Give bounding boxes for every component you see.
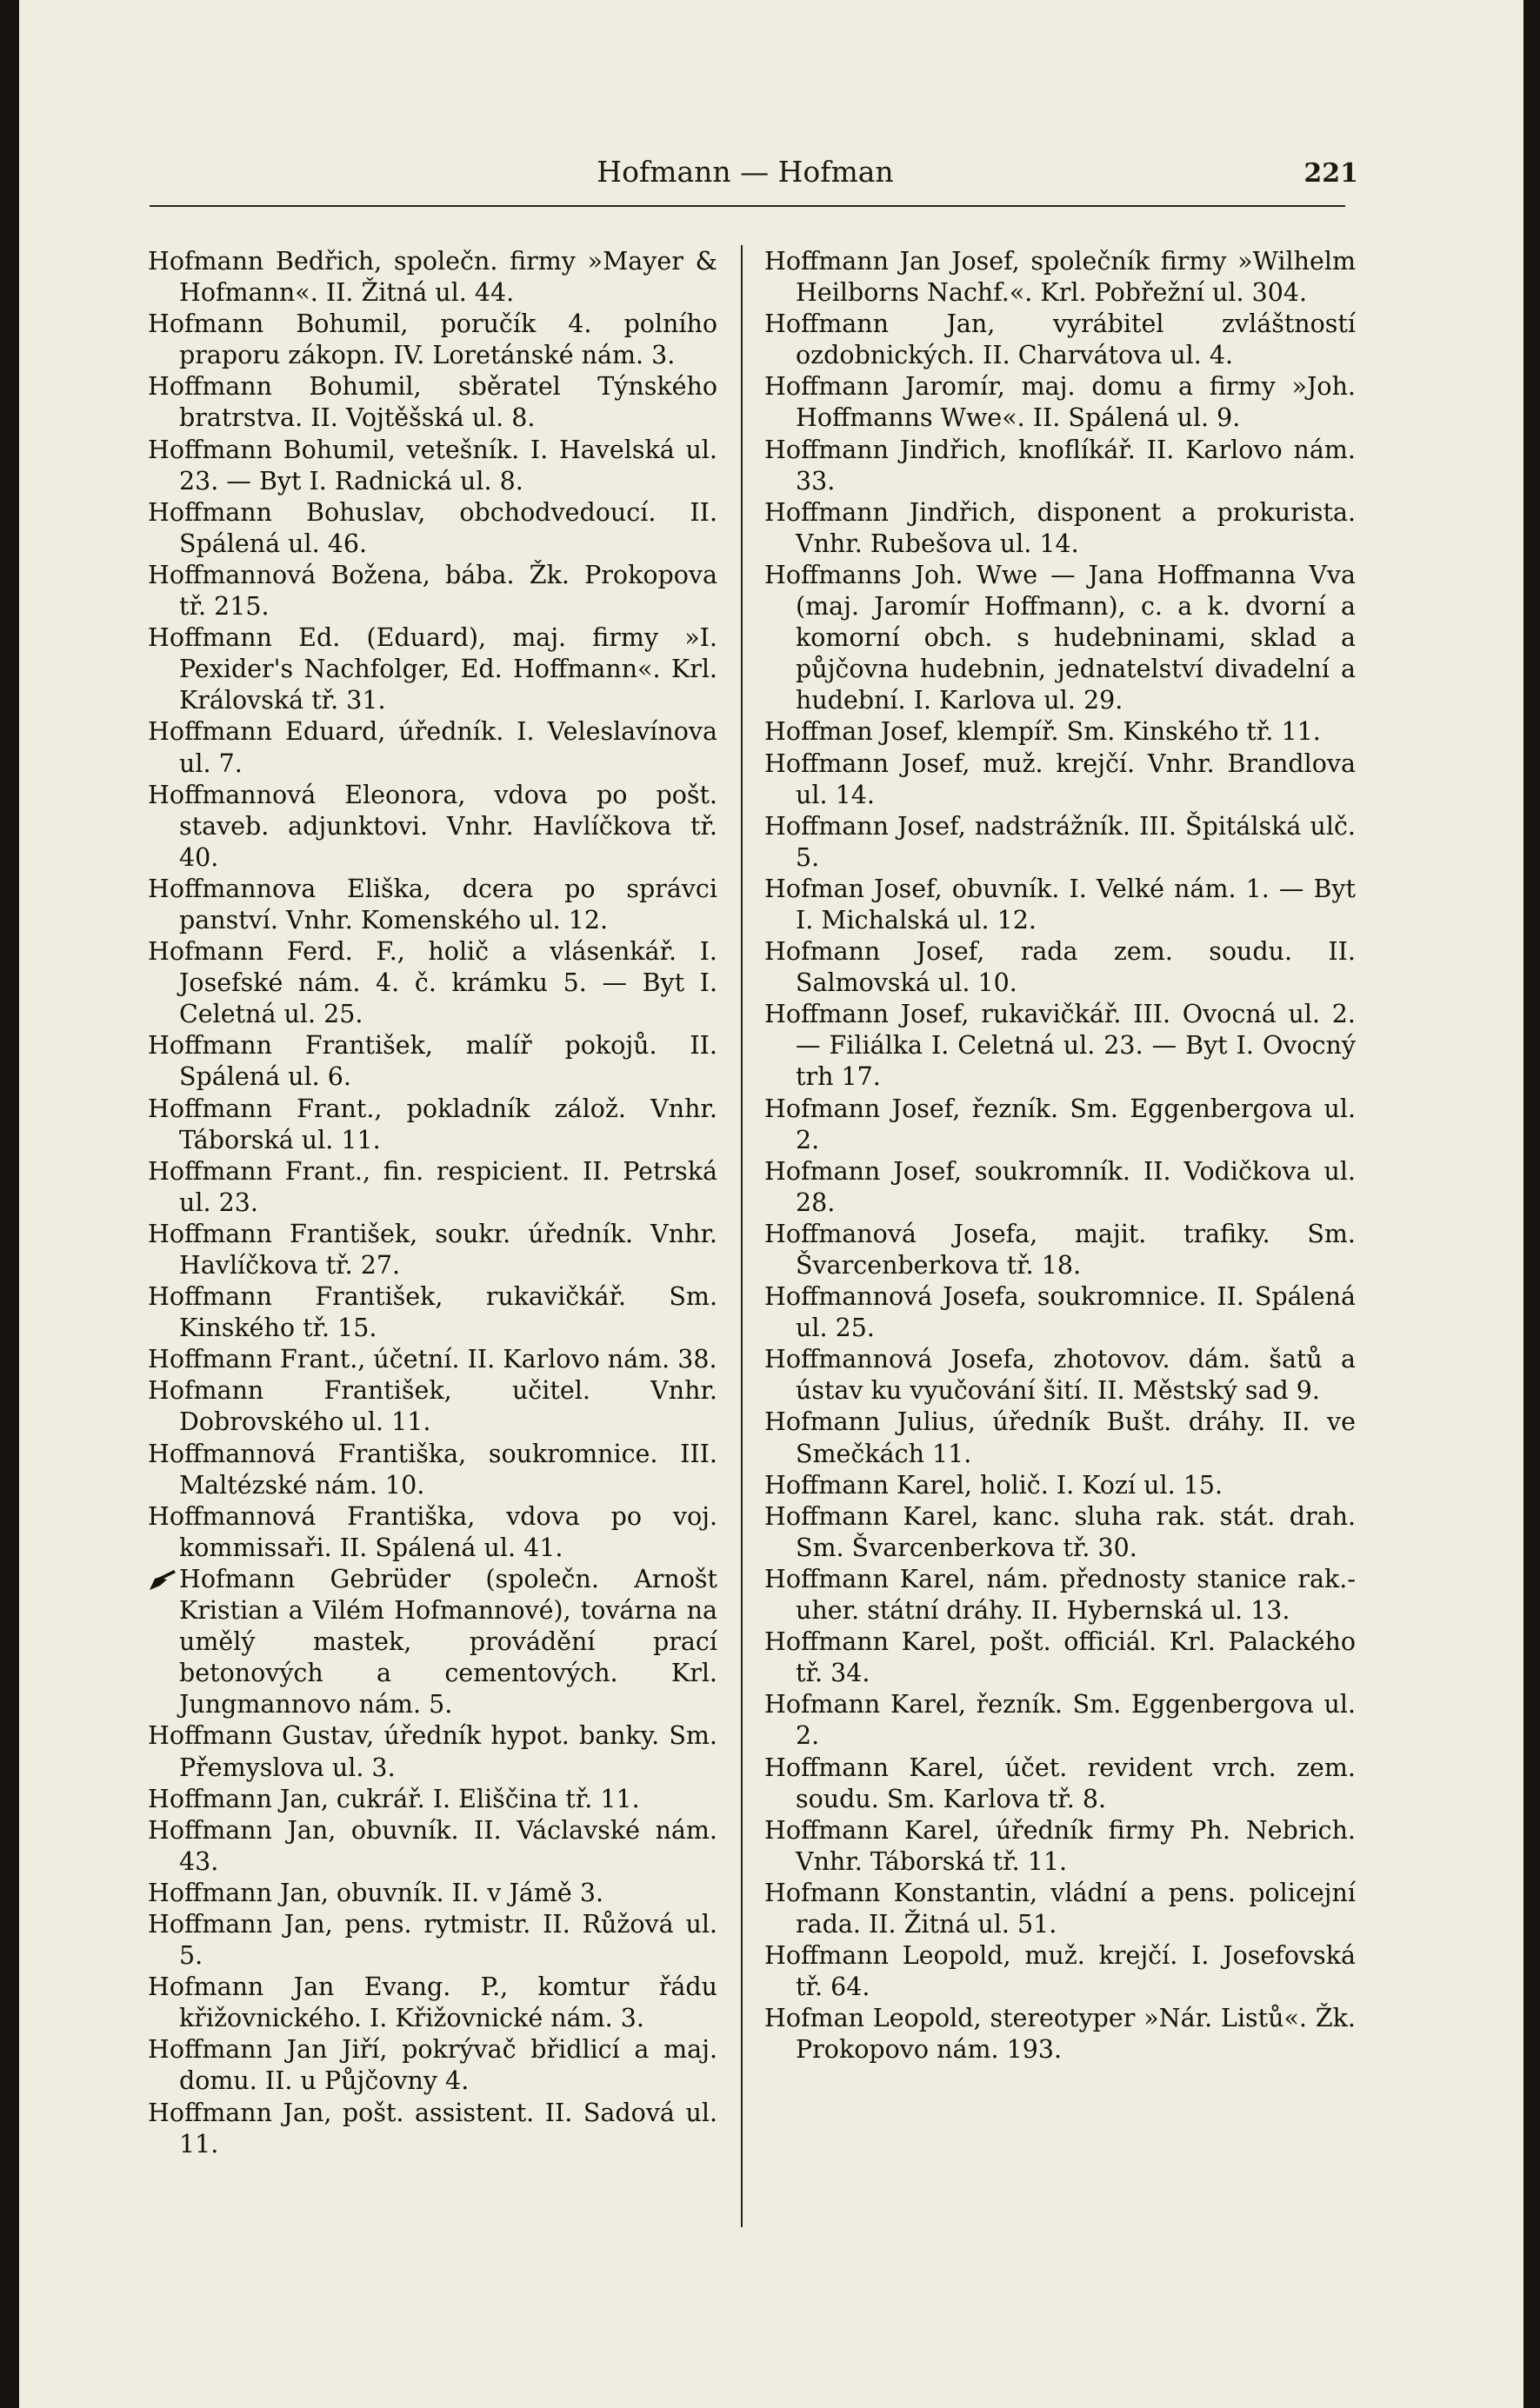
- directory-entry: Hoffmann Jan, pens. rytmistr. II. Růžová ul. 5.: [148, 1909, 717, 1971]
- directory-entry: Hofmann Josef, řezník. Sm. Eggenbergova ul. 2.: [764, 1094, 1356, 1154]
- directory-entry: Hoffmanns Joh. Wwe — Jana Hoffmanna Vva (maj. Jaromír Hoffmann), c. a k. dvorní a komorní obch. s hudebninami, sklad a půjčovna hudebnin, jednatelství divadelní a hudební. I. Karlova ul. 29.: [764, 560, 1356, 715]
- directory-entry: Hoffmannová Františka, soukromnice. III. Maltézské nám. 10.: [148, 1439, 717, 1500]
- directory-entry: Hofmann Karel, řezník. Sm. Eggenbergova ul. 2.: [764, 1690, 1356, 1751]
- directory-entry: Hoffmann Jan Jiří, pokrývač břidlicí a maj. domu. II. u Půjčovny 4.: [148, 2035, 717, 2096]
- directory-entry: Hoffmannová Františka, vdova po voj. kommissaři. II. Spálená ul. 41.: [148, 1501, 717, 1562]
- directory-entry-advert: [148, 1564, 717, 1720]
- directory-entry: Hoffmann Frant., pokladník zálož. Vnhr. Táborská ul. 11.: [148, 1094, 717, 1154]
- directory-entry: Hoffmannova Eliška, dcera po správci panství. Vnhr. Komenského ul. 12.: [148, 874, 717, 935]
- directory-entry: Hoffmann Karel, holič. I. Kozí ul. 15.: [764, 1470, 1223, 1500]
- directory-entry: Hoffmann Josef, muž. krejčí. Vnhr. Brandlova ul. 14.: [764, 748, 1356, 809]
- directory-entry: Hoffman Josef, klempíř. Sm. Kinského tř. 11.: [764, 717, 1321, 747]
- directory-entry: Hoffmann Eduard, úředník. I. Veleslavínova ul. 7.: [148, 717, 717, 778]
- directory-entry: Hofmann Bedřich, společn. firmy »Mayer & Hofmann«. II. Žitná ul. 44.: [148, 247, 717, 308]
- directory-entry: Hoffmann František, malíř pokojů. II. Spálená ul. 6.: [148, 1031, 717, 1092]
- directory-entry: Hoffmanová Josefa, majit. trafiky. Sm. Švarcenberkova tř. 18.: [764, 1219, 1356, 1280]
- directory-entry: Hoffmannová Josefa, zhotovov. dám. šatů a ústav ku vyučování šití. II. Městský sad 9.: [764, 1345, 1356, 1406]
- directory-entry: Hofmann Jan Evang. P., komtur řádu křižovnického. I. Křižovnické nám. 3.: [148, 1972, 717, 2033]
- directory-entry: Hoffmann Bohuslav, obchodvedoucí. II. Spálená ul. 46.: [148, 497, 717, 558]
- directory-entry: Hoffmann František, soukr. úředník. Vnhr. Havlíčkova tř. 27.: [148, 1219, 717, 1280]
- header-rule: [150, 205, 1345, 207]
- column-divider: [741, 245, 743, 2227]
- directory-entry: Hoffmann Karel, úředník firmy Ph. Nebrich. Vnhr. Táborská tř. 11.: [764, 1815, 1356, 1876]
- page-number: 221: [1303, 158, 1358, 189]
- directory-entry: Hoffmannová Josefa, soukromnice. II. Spálená ul. 25.: [764, 1282, 1356, 1343]
- directory-entry: Hoffmann Bohumil, vetešník. I. Havelská ul. 23. — Byt I. Radnická ul. 8.: [148, 435, 717, 496]
- directory-entry: Hoffmann Jan, vyrábitel zvláštností ozdobnických. II. Charvátova ul. 4.: [764, 309, 1356, 370]
- directory-entry: Hofman Leopold, stereotyper »Nár. Listů«. Žk. Prokopovo nám. 193.: [764, 2004, 1356, 2065]
- directory-entry: Hoffmann František, rukavičkář. Sm. Kinského tř. 15.: [148, 1282, 717, 1343]
- pointing-hand-icon: [148, 1567, 177, 1592]
- directory-entry: Hoffmann Josef, nadstrážník. III. Špitálská ulč. 5.: [764, 811, 1356, 872]
- directory-entry: Hoffmann Jaromír, maj. domu a firmy »Joh. Hoffmanns Wwe«. II. Spálená ul. 9.: [764, 372, 1356, 433]
- directory-entry: Hoffmann Jan, cukrář. I. Eliščina tř. 11.: [148, 1784, 640, 1813]
- page-header: [150, 155, 1358, 198]
- directory-entry: Hoffmann Frant., účetní. II. Karlovo nám. 38.: [148, 1345, 717, 1374]
- directory-entry: Hoffmann Gustav, úředník hypot. banky. Sm. Přemyslova ul. 3.: [148, 1721, 717, 1782]
- directory-entry: Hoffmann Frant., fin. respicient. II. Petrská ul. 23.: [148, 1156, 717, 1217]
- directory-entry: Hoffmann Jan, obuvník. II. v Jámě 3.: [148, 1878, 604, 1907]
- directory-entry: Hoffmann Karel, kanc. sluha rak. stát. drah. Sm. Švarcenberkova tř. 30.: [764, 1501, 1356, 1562]
- directory-entry: Hoffmann Leopold, muž. krejčí. I. Josefovská tř. 64.: [764, 1941, 1356, 2002]
- directory-entry: Hoffmannová Eleonora, vdova po pošt. staveb. adjunktovi. Vnhr. Havlíčkova tř. 40.: [148, 780, 717, 872]
- left-column: [148, 246, 717, 2160]
- directory-entry: Hoffmann Josef, rukavičkář. III. Ovocná ul. 2. — Filiálka I. Celetná ul. 23. — Byt I. Ovocný trh 17.: [764, 1000, 1356, 1092]
- directory-entry: Hoffmann Jindřich, disponent a prokurista. Vnhr. Rubešova ul. 14.: [764, 497, 1356, 558]
- directory-entry: Hofmann František, učitel. Vnhr. Dobrovského ul. 11.: [148, 1376, 717, 1437]
- directory-entry: Hofman Josef, obuvník. I. Velké nám. 1. — Byt I. Michalská ul. 12.: [764, 874, 1356, 935]
- running-title: Hofmann — Hofman: [597, 155, 894, 189]
- directory-entry: Hofmann Ferd. F., holič a vlásenkář. I. Josefské nám. 4. č. krámku 5. — Byt I. Celetná ul. 25.: [148, 937, 717, 1029]
- directory-entry: Hoffmann Ed. (Eduard), maj. firmy »I. Pexider's Nachfolger, Ed. Hoffmann«. Krl. Královská tř. 31.: [148, 623, 717, 715]
- directory-entry: Hofmann Josef, rada zem. soudu. II. Salmovská ul. 10.: [764, 937, 1356, 998]
- directory-entry: Hoffmann Jan, pošt. assistent. II. Sadová ul. 11.: [148, 2098, 717, 2159]
- directory-entry: Hoffmann Jan, obuvník. II. Václavské nám. 43.: [148, 1815, 717, 1876]
- entry-text: Hofmann Gebrüder (společn. Arnošt Kristian a Vilém Hofmannové), továrna na umělý mastek, provádění prací betonových a cementových. Krl. Jungmannovo nám. 5.: [179, 1564, 717, 1720]
- directory-entry: Hofmann Konstantin, vládní a pens. policejní rada. II. Žitná ul. 51.: [764, 1878, 1356, 1939]
- directory-entry: Hoffmann Jindřich, knoflíkář. II. Karlovo nám. 33.: [764, 435, 1356, 496]
- directory-entry: Hoffmann Jan Josef, společník firmy »Wilhelm Heilborns Nachf.«. Krl. Pobřežní ul. 304.: [764, 247, 1356, 308]
- directory-entry: Hoffmann Karel, nám. přednosty stanice rak.-uher. státní dráhy. II. Hybernská ul. 13.: [764, 1564, 1356, 1626]
- directory-page: [19, 0, 1523, 2408]
- directory-entry: Hofmann Josef, soukromník. II. Vodičkova ul. 28.: [764, 1156, 1356, 1217]
- directory-entry: Hoffmann Karel, účet. revident vrch. zem. soudu. Sm. Karlova tř. 8.: [764, 1753, 1356, 1813]
- directory-entry: Hoffmann Karel, pošt. officiál. Krl. Palackého tř. 34.: [764, 1627, 1356, 1688]
- directory-entry: Hoffmannová Božena, bába. Žk. Prokopova tř. 215.: [148, 560, 717, 622]
- right-column: [764, 246, 1356, 2065]
- directory-entry: Hofmann Julius, úředník Bušt. dráhy. II. ve Smečkách 11.: [764, 1407, 1356, 1468]
- directory-entry: Hofmann Bohumil, poručík 4. polního praporu zákopn. IV. Loretánské nám. 3.: [148, 309, 717, 370]
- directory-entry: Hoffmann Bohumil, sběratel Týnského bratrstva. II. Vojtěšská ul. 8.: [148, 372, 717, 433]
